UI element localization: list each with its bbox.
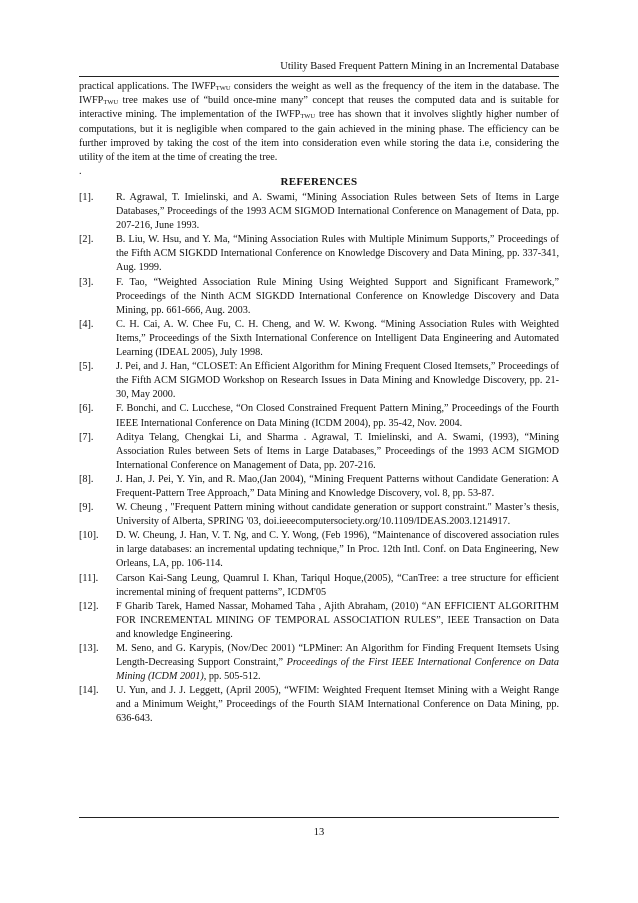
- references-heading: REFERENCES: [280, 176, 358, 188]
- reference-text-tail: , pp. 505-512.: [203, 671, 261, 683]
- reference-item: [79, 529, 559, 571]
- reference-text: J. Han, J. Pei, Y. Yin, and R. Mao,(Jan 2004), “Mining Frequent Patterns without Candidate Generation: A Frequent-Pattern Tree Approach,” Data Mining and Knowledge Discovery, vol. 8, pp. 53-87.: [116, 473, 559, 499]
- references-list: [79, 191, 559, 727]
- reference-text: R. Agrawal, T. Imielinski, and A. Swami, “Mining Association Rules between Sets of Items in Large Databases,” Proceedings of the 1993 ACM SIGMOD International Conference on Management of Data, pp. 207-216, June 1993.: [116, 192, 559, 232]
- reference-number: [10].: [79, 530, 99, 542]
- reference-number: [5].: [79, 361, 94, 373]
- reference-text: Aditya Telang, Chengkai Li, and Sharma . Agrawal, T. Imielinski, and A. Swami, (1993), “Mining Association Rules between Sets of Items in Large Databases,” Proceedings of the 1993 ACM SIGMOD International Conference on Management of Data, pp. 207-216.: [116, 431, 559, 471]
- reference-italic-venue: Proceedings of the First IEEE International Conference on Data Mining (ICDM 2001): [116, 657, 559, 683]
- intro-text: [79, 80, 559, 165]
- reference-item: [79, 233, 559, 275]
- subscript-twu: TWU: [103, 99, 119, 107]
- reference-number: [9].: [79, 502, 94, 514]
- reference-item: [79, 402, 559, 430]
- reference-text: [116, 642, 559, 684]
- reference-item: [79, 473, 559, 501]
- subscript-twu: TWU: [300, 113, 316, 121]
- running-header: Utility Based Frequent Pattern Mining in an Incremental Database: [280, 61, 559, 72]
- reference-number: [14].: [79, 685, 99, 697]
- reference-text: F. Bonchi, and C. Lucchese, “On Closed Constrained Frequent Pattern Mining,” Proceedings of the Fourth IEEE International Conference on Data Mining (ICDM 2004), pp. 35-42, Nov. 2004.: [116, 403, 559, 429]
- reference-item: [79, 191, 559, 233]
- reference-number: [6].: [79, 403, 94, 415]
- reference-text: F. Tao, “Weighted Association Rule Mining Using Weighted Support and Significant Framework,” Proceedings of the Ninth ACM SIGKDD International Conference on Knowledge Discovery and Data Mining, pp. 661-666, Aug. 2003.: [116, 276, 559, 316]
- reference-text: J. Pei, and J. Han, “CLOSET: An Efficient Algorithm for Mining Frequent Closed Itemsets,” Proceedings of the Fifth ACM SIGMOD Workshop on Research Issues in Data Mining and Knowledge Discovery, pp. 21-30, May 2000.: [116, 361, 559, 401]
- subscript-twu: TWU: [215, 85, 231, 92]
- intro-paragraph: [79, 80, 559, 179]
- reference-item: [79, 431, 559, 473]
- reference-text: W. Cheung , "Frequent Pattern mining without candidate generation or support constraint." Master’s thesis, University of Alberta, SPRING '03, doi.ieeecomputersociety.org/10.1109/IDEAS.2003.1214917.: [116, 502, 559, 528]
- reference-item: [79, 642, 559, 684]
- footer-rule: [79, 817, 559, 818]
- reference-text: Carson Kai-Sang Leung, Quamrul I. Khan, Tariqul Hoque,(2005), “CanTree: a tree structure for efficient incremental mining of frequent patterns”, ICDM'05: [116, 572, 559, 598]
- intro-text-part4: tree has shown that it involves slightly higher number of computations, but it is negligible when compared to the gain achieved in the mining phase. The efficiency can be further improved by taking the cost of the item into consideration even while storing the data i.e, considering the utility of the item at the time of creating the tree.: [79, 109, 559, 164]
- reference-number: [12].: [79, 600, 99, 612]
- reference-text-main: M. Seno, and G. Karypis, (Nov/Dec 2001) “LPMiner: An Algorithm for Finding Frequent Itemsets Using Length-Decreasing Support Constraint,”: [116, 643, 559, 669]
- page-number: 13: [313, 827, 325, 838]
- reference-text: C. H. Cai, A. W. Chee Fu, C. H. Cheng, and W. W. Kwong. “Mining Association Rules with Weighted Items,” Proceedings of the Sixth International Conference on Intelligent Data Engineering and Automated Learning (IDEAL 2005), July 1998.: [116, 318, 559, 359]
- intro-text-part1: practical applications. The IWFP: [79, 81, 216, 92]
- reference-item: [79, 600, 559, 642]
- reference-text: F Gharib Tarek, Hamed Nassar, Mohamed Taha , Ajith Abraham, (2010) “AN EFFICIENT ALGORITHM FOR INCREMENTAL MINING OF TEMPORAL ASSOCIATION RULES”, IEEE Transaction on Data and knowledge Engineering.: [116, 600, 559, 640]
- intro-text-part2: considers the weight as well as the frequency of the item in the database. The IWFP: [79, 81, 559, 107]
- reference-text: D. W. Cheung, J. Han, V. T. Ng, and C. Y. Wong, (Feb 1996), “Maintenance of discovered association rules in large databases: an incremental updating technique,” In Proc. 12th Intl. Conf. on Data Engineering, New Orleans, LA, pp. 106-114.: [116, 530, 559, 570]
- header-rule: [79, 76, 559, 77]
- reference-number: [11].: [79, 572, 99, 584]
- reference-number: [8].: [79, 473, 94, 485]
- intro-text-part3: tree makes use of “build once-mine many” concept that reuses the computed data and is suitable for interactive mining. The implementation of the IWFP: [79, 95, 559, 121]
- reference-text: U. Yun, and J. J. Leggett, (April 2005), “WFIM: Weighted Frequent Itemset Mining with a Weight Range and a Minimum Weight,” Proceedings of the Fourth SIAM International Conference on Data Mining, pp. 636-643.: [116, 685, 559, 725]
- reference-number: [3].: [79, 276, 94, 288]
- reference-item: [79, 501, 559, 529]
- reference-number: [7].: [79, 431, 94, 443]
- reference-item: [79, 318, 559, 360]
- reference-item: [79, 360, 559, 402]
- reference-number: [13].: [79, 643, 99, 654]
- reference-item: [79, 276, 559, 318]
- reference-item: [79, 684, 559, 726]
- reference-number: [4].: [79, 318, 94, 330]
- reference-item: [79, 572, 559, 600]
- reference-number: [2].: [79, 234, 94, 246]
- reference-number: [1].: [79, 192, 94, 203]
- stray-dot: .: [79, 166, 82, 178]
- reference-text: B. Liu, W. Hsu, and Y. Ma, “Mining Association Rules with Multiple Minimum Supports,” Proceedings of the Fifth ACM SIGKDD International Conference on Knowledge Discovery and Data Mining, pp. 337-341, Aug. 1999.: [116, 234, 559, 274]
